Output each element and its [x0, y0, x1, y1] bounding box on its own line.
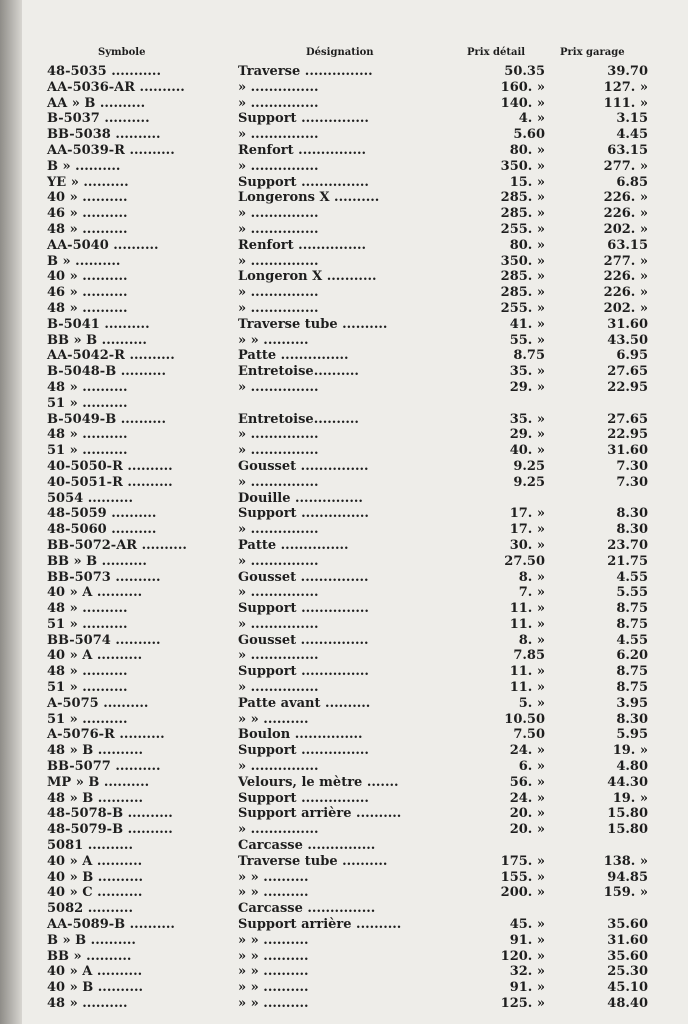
symbol-cell: 48 » ..........	[47, 379, 128, 395]
symbol-cell: MP » B ..........	[47, 774, 150, 790]
designation-cell: Douille ...............	[238, 490, 363, 506]
symbol-cell: 5082 ..........	[47, 901, 133, 917]
prix-detail-cell: 20. »	[509, 806, 545, 822]
symbol-cell: 40 » C ..........	[47, 885, 143, 901]
symbol-cell: 40 » ..........	[47, 269, 128, 285]
designation-cell: » ...............	[238, 585, 319, 601]
designation-cell: » » ..........	[238, 964, 309, 980]
price-row	[0, 111, 688, 127]
prix-detail-cell: 285. »	[500, 206, 545, 222]
price-row	[0, 412, 688, 428]
designation-cell: Support ...............	[238, 111, 369, 127]
prix-garage-cell: 15.80	[607, 806, 648, 822]
designation-cell: » » ..........	[238, 996, 309, 1012]
prix-garage-cell: 226. »	[603, 190, 648, 206]
prix-detail-cell: 24. »	[509, 790, 545, 806]
designation-cell: Gousset ...............	[238, 569, 369, 585]
symbol-cell: 5081 ..........	[47, 838, 133, 854]
symbol-cell: 51 » ..........	[47, 395, 128, 411]
price-row	[0, 190, 688, 206]
header-symbole: Symbole	[98, 47, 146, 58]
symbol-cell: 40 » B ..........	[47, 869, 144, 885]
prix-garage-cell: 8.75	[616, 601, 648, 617]
symbol-cell: 40-5050-R ..........	[47, 458, 173, 474]
prix-garage-cell: 277. »	[603, 158, 648, 174]
symbol-cell: B-5037 ..........	[47, 111, 150, 127]
designation-cell: » » ..........	[238, 980, 309, 996]
price-row	[0, 80, 688, 96]
prix-garage-cell: 3.95	[616, 695, 648, 711]
symbol-cell: AA » B ..........	[47, 95, 146, 111]
symbol-cell: 48 » ..........	[47, 300, 128, 316]
prix-detail-cell: 350. »	[500, 253, 545, 269]
symbol-cell: 51 » ..........	[47, 711, 128, 727]
symbol-cell: BB » B ..........	[47, 332, 147, 348]
prix-detail-cell: 35. »	[509, 364, 545, 380]
price-row	[0, 664, 688, 680]
prix-garage-cell: 8.75	[616, 616, 648, 632]
designation-cell: » ...............	[238, 158, 319, 174]
designation-cell: » ...............	[238, 759, 319, 775]
prix-garage-cell: 8.75	[616, 680, 648, 696]
prix-detail-cell: 8. »	[518, 632, 545, 648]
header-designation: Désignation	[306, 47, 374, 58]
prix-garage-cell: 226. »	[603, 206, 648, 222]
designation-cell: » ...............	[238, 616, 319, 632]
price-row	[0, 759, 688, 775]
symbol-cell: 48-5060 ..........	[47, 522, 157, 538]
designation-cell: Renfort ...............	[238, 142, 367, 158]
symbol-cell: BB-5073 ..........	[47, 569, 161, 585]
designation-cell: » ...............	[238, 474, 319, 490]
price-list	[0, 64, 688, 1012]
prix-detail-cell: 175. »	[500, 853, 545, 869]
prix-garage-cell: 44.30	[607, 774, 648, 790]
prix-detail-cell: 11. »	[509, 616, 545, 632]
prix-detail-cell: 35. »	[509, 411, 545, 427]
designation-cell: » ...............	[238, 253, 319, 269]
prix-detail-cell: 9.25	[513, 458, 545, 474]
symbol-cell: AA-5089-B ..........	[47, 917, 175, 933]
prix-garage-cell: 23.70	[607, 537, 648, 553]
price-row	[0, 980, 688, 996]
prix-garage-cell: 48.40	[607, 996, 648, 1012]
symbol-cell: 48 » ..........	[47, 221, 128, 237]
prix-detail-cell: 11. »	[509, 664, 545, 680]
designation-cell: Patte ...............	[238, 537, 349, 553]
price-row	[0, 459, 688, 475]
symbol-cell: BB-5077 ..........	[47, 759, 161, 775]
designation-cell: Velours, le mètre .......	[238, 774, 399, 790]
symbol-cell: YE » ..........	[47, 174, 129, 190]
symbol-cell: 40 » A ..........	[47, 853, 143, 869]
designation-cell: Traverse tube ..........	[238, 316, 388, 332]
designation-cell: Carcasse ...............	[238, 901, 376, 917]
prix-garage-cell: 43.50	[607, 332, 648, 348]
symbol-cell: 40-5051-R ..........	[47, 474, 173, 490]
prix-garage-cell: 31.60	[607, 443, 648, 459]
designation-cell: Support ...............	[238, 664, 369, 680]
symbol-cell: B-5048-B ..........	[47, 364, 166, 380]
prix-detail-cell: 140. »	[500, 95, 545, 111]
prix-garage-cell: 6.20	[616, 648, 648, 664]
header-prix-garage: Prix garage	[560, 47, 625, 58]
prix-detail-cell: 27.50	[504, 553, 545, 569]
symbol-cell: BB-5072-AR ..........	[47, 537, 187, 553]
prix-garage-cell: 19. »	[612, 790, 648, 806]
designation-cell: Support ...............	[238, 601, 369, 617]
prix-garage-cell: 22.95	[607, 379, 648, 395]
price-row	[0, 791, 688, 807]
designation-cell: » » ..........	[238, 711, 309, 727]
designation-cell: Traverse ...............	[238, 64, 373, 79]
prix-garage-cell: 27.65	[607, 364, 648, 380]
prix-garage-cell: 22.95	[607, 427, 648, 443]
prix-detail-cell: 56. »	[509, 774, 545, 790]
price-row	[0, 348, 688, 364]
symbol-cell: 48 » ..........	[47, 427, 128, 443]
symbol-cell: AA-5036-AR ..........	[47, 79, 185, 95]
prix-detail-cell: 17. »	[509, 522, 545, 538]
prix-garage-cell: 7.30	[616, 458, 648, 474]
symbol-cell: 40 » B ..........	[47, 980, 144, 996]
price-row	[0, 917, 688, 933]
price-row	[0, 696, 688, 712]
prix-detail-cell: 20. »	[509, 822, 545, 838]
designation-cell: Support ...............	[238, 743, 369, 759]
prix-detail-cell: 11. »	[509, 680, 545, 696]
designation-cell: Support ...............	[238, 506, 369, 522]
header-prix-detail: Prix détail	[467, 47, 526, 58]
price-row	[0, 333, 688, 349]
price-row	[0, 491, 688, 507]
symbol-cell: 40 » A ..........	[47, 585, 143, 601]
designation-cell: » ...............	[238, 427, 319, 443]
prix-detail-cell: 7.85	[513, 648, 545, 664]
designation-cell: Renfort ...............	[238, 237, 367, 253]
price-row	[0, 870, 688, 886]
designation-cell: Entretoise..........	[238, 411, 359, 427]
symbol-cell: A-5075 ..........	[47, 695, 149, 711]
symbol-cell: 48 » B ..........	[47, 743, 144, 759]
prix-garage-cell: 138. »	[603, 853, 648, 869]
prix-detail-cell: 29. »	[509, 427, 545, 443]
prix-detail-cell: 120. »	[500, 948, 545, 964]
price-row	[0, 838, 688, 854]
price-row	[0, 601, 688, 617]
prix-garage-cell: 127. »	[603, 79, 648, 95]
price-row	[0, 301, 688, 317]
symbol-cell: A-5076-R ..........	[47, 727, 165, 743]
price-row	[0, 396, 688, 412]
symbol-cell: AA-5040 ..........	[47, 237, 159, 253]
designation-cell: » ...............	[238, 127, 319, 143]
designation-cell: » ...............	[238, 79, 319, 95]
prix-detail-cell: 45. »	[509, 917, 545, 933]
prix-detail-cell: 30. »	[509, 537, 545, 553]
price-row	[0, 712, 688, 728]
prix-detail-cell: 80. »	[509, 237, 545, 253]
designation-cell: Gousset ...............	[238, 632, 369, 648]
designation-cell: Carcasse ...............	[238, 838, 376, 854]
price-row	[0, 522, 688, 538]
symbol-cell: 48 » ..........	[47, 996, 128, 1012]
prix-detail-cell: 125. »	[500, 996, 545, 1012]
designation-cell: » ...............	[238, 522, 319, 538]
price-row	[0, 822, 688, 838]
price-row	[0, 538, 688, 554]
prix-garage-cell: 21.75	[607, 553, 648, 569]
prix-garage-cell: 159. »	[603, 885, 648, 901]
price-row	[0, 254, 688, 270]
designation-cell: » » ..........	[238, 332, 309, 348]
prix-detail-cell: 40. »	[509, 443, 545, 459]
prix-detail-cell: 200. »	[500, 885, 545, 901]
designation-cell: Support arrière ..........	[238, 806, 402, 822]
prix-detail-cell: 5. »	[518, 695, 545, 711]
prix-garage-cell: 226. »	[603, 285, 648, 301]
prix-detail-cell: 6. »	[518, 759, 545, 775]
symbol-cell: B » ..........	[47, 158, 121, 174]
prix-detail-cell: 255. »	[500, 300, 545, 316]
price-row	[0, 127, 688, 143]
prix-garage-cell: 31.60	[607, 932, 648, 948]
designation-cell: » » ..........	[238, 948, 309, 964]
prix-garage-cell: 5.55	[616, 585, 648, 601]
prix-detail-cell: 8. »	[518, 569, 545, 585]
designation-cell: Patte ...............	[238, 348, 349, 364]
prix-garage-cell: 8.30	[616, 506, 648, 522]
symbol-cell: BB » ..........	[47, 948, 132, 964]
prix-garage-cell: 3.15	[616, 111, 648, 127]
designation-cell: Gousset ...............	[238, 458, 369, 474]
price-row	[0, 380, 688, 396]
symbol-cell: 5054 ..........	[47, 490, 133, 506]
prix-garage-cell: 15.80	[607, 822, 648, 838]
symbol-cell: 46 » ..........	[47, 206, 128, 222]
price-row	[0, 901, 688, 917]
prix-garage-cell: 35.60	[607, 948, 648, 964]
prix-detail-cell: 285. »	[500, 269, 545, 285]
price-row	[0, 933, 688, 949]
prix-detail-cell: 5.60	[513, 127, 545, 143]
price-row	[0, 364, 688, 380]
prix-detail-cell: 160. »	[500, 79, 545, 95]
price-row	[0, 285, 688, 301]
prix-detail-cell: 7.50	[513, 727, 545, 743]
prix-detail-cell: 29. »	[509, 379, 545, 395]
designation-cell: Support arrière ..........	[238, 917, 402, 933]
prix-garage-cell: 31.60	[607, 316, 648, 332]
symbol-cell: 48 » ..........	[47, 601, 128, 617]
symbol-cell: 40 » ..........	[47, 190, 128, 206]
symbol-cell: 51 » ..........	[47, 680, 128, 696]
symbol-cell: BB-5074 ..........	[47, 632, 161, 648]
prix-detail-cell: 15. »	[509, 174, 545, 190]
price-row	[0, 727, 688, 743]
price-row	[0, 96, 688, 112]
designation-cell: » ...............	[238, 379, 319, 395]
prix-garage-cell: 45.10	[607, 980, 648, 996]
designation-cell: » ...............	[238, 221, 319, 237]
prix-detail-cell: 17. »	[509, 506, 545, 522]
designation-cell: » » ..........	[238, 869, 309, 885]
prix-garage-cell: 4.55	[616, 632, 648, 648]
symbol-cell: B-5049-B ..........	[47, 411, 166, 427]
symbol-cell: 48 » B ..........	[47, 790, 144, 806]
price-row	[0, 269, 688, 285]
symbol-cell: B-5041 ..........	[47, 316, 150, 332]
price-row	[0, 143, 688, 159]
prix-garage-cell: 226. »	[603, 269, 648, 285]
price-row	[0, 648, 688, 664]
symbol-cell: 51 » ..........	[47, 616, 128, 632]
symbol-cell: 46 » ..........	[47, 285, 128, 301]
symbol-cell: 48-5078-B ..........	[47, 806, 173, 822]
prix-garage-cell: 4.55	[616, 569, 648, 585]
prix-detail-cell: 4. »	[518, 111, 545, 127]
symbol-cell: AA-5039-R ..........	[47, 142, 175, 158]
prix-garage-cell: 39.70	[607, 64, 648, 79]
designation-cell: Entretoise..........	[238, 364, 359, 380]
prix-garage-cell: 25.30	[607, 964, 648, 980]
prix-garage-cell: 202. »	[603, 300, 648, 316]
symbol-cell: 40 » A ..........	[47, 648, 143, 664]
prix-detail-cell: 11. »	[509, 601, 545, 617]
price-row	[0, 570, 688, 586]
symbol-cell: 48-5059 ..........	[47, 506, 157, 522]
prix-detail-cell: 155. »	[500, 869, 545, 885]
prix-detail-cell: 80. »	[509, 142, 545, 158]
symbol-cell: B » B ..........	[47, 932, 136, 948]
price-row	[0, 475, 688, 491]
price-row	[0, 64, 688, 80]
price-row	[0, 443, 688, 459]
price-row	[0, 885, 688, 901]
designation-cell: » ...............	[238, 680, 319, 696]
prix-detail-cell: 10.50	[504, 711, 545, 727]
prix-detail-cell: 255. »	[500, 221, 545, 237]
symbol-cell: 48-5035 ...........	[47, 64, 161, 79]
prix-garage-cell: 7.30	[616, 474, 648, 490]
prix-detail-cell: 8.75	[513, 348, 545, 364]
prix-detail-cell: 41. »	[509, 316, 545, 332]
designation-cell: » ...............	[238, 648, 319, 664]
prix-garage-cell: 8.30	[616, 522, 648, 538]
price-row	[0, 617, 688, 633]
designation-cell: » ...............	[238, 285, 319, 301]
prix-detail-cell: 285. »	[500, 190, 545, 206]
prix-garage-cell: 4.45	[616, 127, 648, 143]
prix-garage-cell: 63.15	[607, 142, 648, 158]
price-row	[0, 554, 688, 570]
price-row	[0, 585, 688, 601]
prix-garage-cell: 202. »	[603, 221, 648, 237]
designation-cell: » ...............	[238, 443, 319, 459]
price-row	[0, 775, 688, 791]
designation-cell: » » ..........	[238, 932, 309, 948]
symbol-cell: 48 » ..........	[47, 664, 128, 680]
price-row	[0, 238, 688, 254]
prix-garage-cell: 8.75	[616, 664, 648, 680]
price-row	[0, 854, 688, 870]
prix-detail-cell: 350. »	[500, 158, 545, 174]
designation-cell: » ...............	[238, 553, 319, 569]
designation-cell: » ...............	[238, 206, 319, 222]
prix-garage-cell: 277. »	[603, 253, 648, 269]
price-row	[0, 175, 688, 191]
designation-cell: Longeron X ...........	[238, 269, 377, 285]
symbol-cell: B » ..........	[47, 253, 121, 269]
designation-cell: Boulon ...............	[238, 727, 363, 743]
symbol-cell: AA-5042-R ..........	[47, 348, 175, 364]
prix-detail-cell: 9.25	[513, 474, 545, 490]
prix-garage-cell: 63.15	[607, 237, 648, 253]
symbol-cell: BB » B ..........	[47, 553, 147, 569]
designation-cell: » ...............	[238, 300, 319, 316]
prix-detail-cell: 91. »	[509, 980, 545, 996]
designation-cell: Longerons X ..........	[238, 190, 380, 206]
prix-garage-cell: 6.85	[616, 174, 648, 190]
prix-garage-cell: 8.30	[616, 711, 648, 727]
price-row	[0, 806, 688, 822]
designation-cell: Patte avant ..........	[238, 695, 371, 711]
price-row	[0, 743, 688, 759]
prix-garage-cell: 94.85	[607, 869, 648, 885]
prix-garage-cell: 4.80	[616, 759, 648, 775]
symbol-cell: BB-5038 ..........	[47, 127, 161, 143]
price-row	[0, 964, 688, 980]
prix-garage-cell: 27.65	[607, 411, 648, 427]
prix-detail-cell: 24. »	[509, 743, 545, 759]
prix-detail-cell: 32. »	[509, 964, 545, 980]
prix-garage-cell: 19. »	[612, 743, 648, 759]
price-row	[0, 680, 688, 696]
price-row	[0, 222, 688, 238]
designation-cell: » » ..........	[238, 885, 309, 901]
prix-detail-cell: 50.35	[504, 64, 545, 79]
price-row	[0, 949, 688, 965]
symbol-cell: 51 » ..........	[47, 443, 128, 459]
designation-cell: Traverse tube ..........	[238, 853, 388, 869]
prix-garage-cell: 5.95	[616, 727, 648, 743]
designation-cell: » ...............	[238, 822, 319, 838]
prix-garage-cell: 35.60	[607, 917, 648, 933]
price-row	[0, 159, 688, 175]
price-row	[0, 506, 688, 522]
designation-cell: » ...............	[238, 95, 319, 111]
symbol-cell: 40 » A ..........	[47, 964, 143, 980]
designation-cell: Support ...............	[238, 174, 369, 190]
prix-garage-cell: 6.95	[616, 348, 648, 364]
symbol-cell: 48-5079-B ..........	[47, 822, 173, 838]
prix-garage-cell: 111. »	[603, 95, 648, 111]
prix-detail-cell: 91. »	[509, 932, 545, 948]
prix-detail-cell: 285. »	[500, 285, 545, 301]
price-row	[0, 317, 688, 333]
prix-detail-cell: 55. »	[509, 332, 545, 348]
prix-detail-cell: 7. »	[518, 585, 545, 601]
designation-cell: Support ...............	[238, 790, 369, 806]
price-row	[0, 633, 688, 649]
price-row	[0, 996, 688, 1012]
price-row	[0, 206, 688, 222]
price-row	[0, 427, 688, 443]
